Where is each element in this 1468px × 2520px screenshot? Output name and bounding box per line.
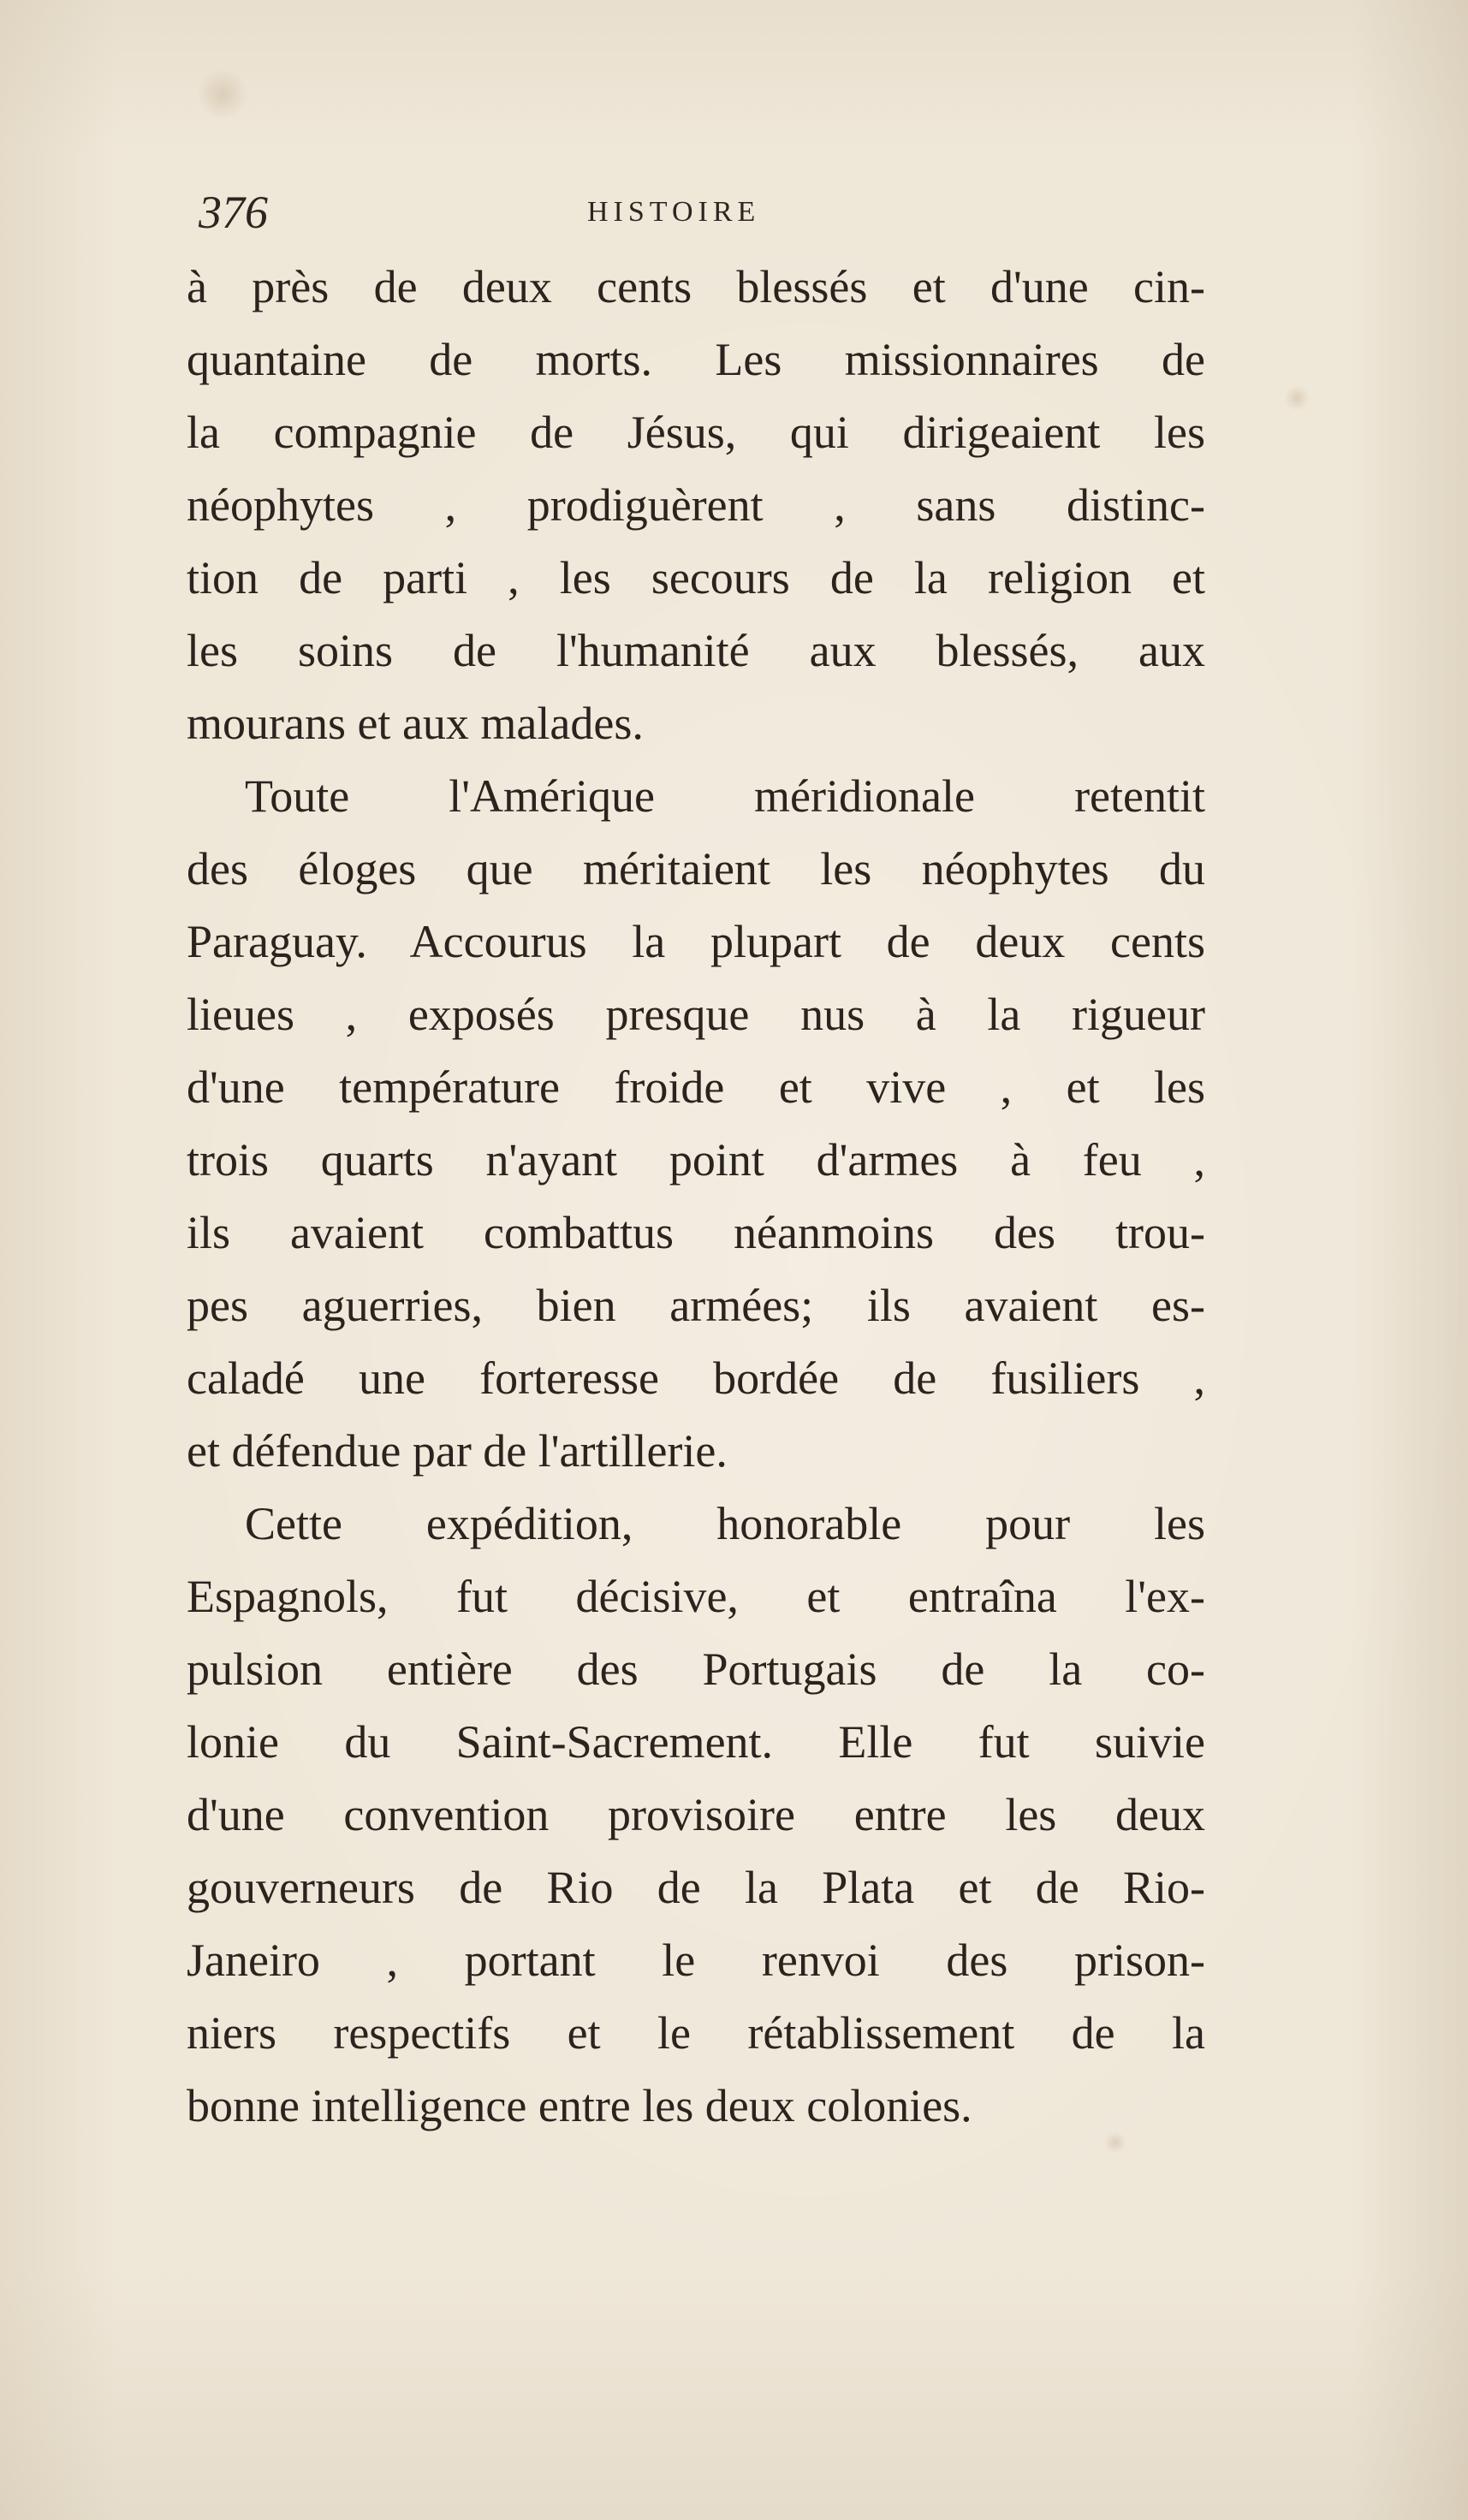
text-line: ils avaient combattus néanmoins des trou- (187, 1207, 1205, 1258)
page-header (187, 187, 1205, 238)
text-line: bonne intelligence entre les deux colonies. (187, 2080, 972, 2131)
running-head: HISTOIRE (587, 196, 761, 228)
text-line: lieues , exposés presque nus à la rigueur (187, 989, 1205, 1040)
text-line: pulsion entière des Portugais de la co- (187, 1643, 1205, 1695)
paper-stain (1284, 385, 1310, 411)
text-line: lonie du Saint-Sacrement. Elle fut suivie (187, 1716, 1205, 1768)
text-line: pes aguerries, bien armées; ils avaient es- (187, 1280, 1205, 1331)
text-line: caladé une forteresse bordée de fusiliers , (187, 1352, 1205, 1404)
text-line: Janeiro , portant le renvoi des prison- (187, 1935, 1205, 1986)
page-number: 376 (199, 187, 268, 238)
text-line: la compagnie de Jésus, qui dirigeaient les (187, 407, 1205, 458)
text-line: et défendue par de l'artillerie. (187, 1425, 728, 1477)
paper-stain (197, 68, 248, 120)
text-line: gouverneurs de Rio de la Plata et de Rio- (187, 1862, 1205, 1913)
text-line: néophytes , prodiguèrent , sans distinc- (187, 479, 1205, 531)
text-line: des éloges que méritaient les néophytes du (187, 843, 1205, 894)
text-line: niers respectifs et le rétablissement de la (187, 2007, 1205, 2059)
text-line: d'une température froide et vive , et les (187, 1061, 1205, 1113)
text-line: mourans et aux malades. (187, 698, 644, 749)
text-line: tion de parti , les secours de la religion et (187, 552, 1205, 603)
body-text (187, 251, 1205, 2143)
text-line: d'une convention provisoire entre les deux (187, 1789, 1205, 1840)
text-line: Espagnols, fut décisive, et entraîna l'ex- (187, 1571, 1205, 1622)
text-line: quantaine de morts. Les missionnaires de (187, 334, 1205, 385)
text-line: Toute l'Amérique méridionale retentit (245, 770, 1205, 822)
text-line: Cette expédition, honorable pour les (245, 1498, 1205, 1549)
text-line: à près de deux cents blessés et d'une cin- (187, 261, 1205, 312)
text-line: trois quarts n'ayant point d'armes à feu , (187, 1134, 1205, 1186)
text-line: les soins de l'humanité aux blessés, aux (187, 625, 1205, 676)
text-line: Paraguay. Accourus la plupart de deux cents (187, 916, 1205, 967)
